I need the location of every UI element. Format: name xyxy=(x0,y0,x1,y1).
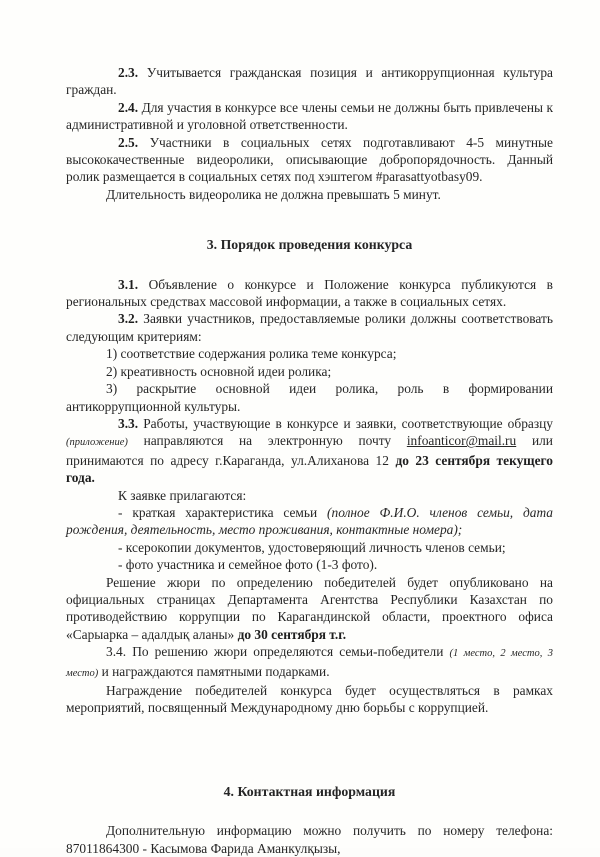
paragraph-number: 2.5. xyxy=(118,134,139,150)
attachment-item: - ксерокопии документов, удостоверяющий личность членов семьи; xyxy=(118,539,506,555)
criteria-item: 3) раскрытие основной идеи ролика, роль в формировании антикоррупционной культуры. xyxy=(66,381,553,414)
paragraph-text: 3.4. По решению жюри определяются семьи-победители xyxy=(106,644,444,660)
paragraph-text: Объявление о конкурсе и Положение конкурса публикуются в региональных средствах массовой информации, а также в социальных сетях. xyxy=(66,276,553,310)
paragraph-3-4 xyxy=(66,643,553,682)
paragraph-award: Награждение победителей конкурса будет осуществляться в рамках мероприятий, посвященный Международному дню борьбы с коррупцией. xyxy=(66,683,553,716)
phone-number: 87011864300 xyxy=(66,840,140,856)
paragraph-2-3 xyxy=(66,64,553,99)
paragraph-3-3 xyxy=(66,415,553,487)
email-link[interactable]: infoanticor@mail.ru xyxy=(406,433,517,449)
paragraph-text: Участники в социальных сетях подготавливают 4-5 минутные высококачественные видеоролики, описывающие добропорядочность. Данный ролик размещается в социальных сетях под хэштегом #parasattyotbasy09. xyxy=(66,134,553,185)
attachment-text: - краткая характеристика семьи xyxy=(118,504,318,520)
paragraph-text: Дополнительную информацию можно получить по номеру телефона: xyxy=(106,823,553,839)
paragraph-text: Учитывается гражданская позиция и антикоррупционная культура граждан. xyxy=(66,65,553,98)
paragraph-3-1 xyxy=(66,276,553,311)
paragraph-number: 3.2. xyxy=(118,311,139,327)
paragraph-contact xyxy=(66,822,553,857)
attachments-intro: К заявке прилагаются: xyxy=(118,487,247,503)
section-3-heading: 3. Порядок проведения конкурса xyxy=(206,237,413,253)
attachment-note: (полное Ф.И.О. членов семьи, дата рождения, деятельность, место проживания, контактные номера); xyxy=(66,504,553,538)
paragraph-text: или принимаются по адресу г.Караганда, ул.Алиханова 12 xyxy=(66,433,553,468)
paragraph-3-2 xyxy=(66,310,553,345)
results-deadline: до 30 сентября т.г. xyxy=(237,626,347,642)
attachment-item xyxy=(66,504,553,539)
paragraph-text: Решение жюри по определению победителей будет опубликовано на официальных страницах Департамента Агентства Республики Казахстан по противодействию коррупции по Карагандинской области, проектного офиса «Сарыарка – адалдық аланы» xyxy=(66,574,553,642)
criteria-item: 2) креативность основной идеи ролика; xyxy=(106,363,332,379)
section-4-heading: 4. Контактная информация xyxy=(223,783,396,799)
paragraph-text: Для участия в конкурсе все члены семьи не должны быть привлечены к административной и уголовной ответственности. xyxy=(66,99,553,133)
paragraph-number: 2.4. xyxy=(118,99,139,115)
paragraph-text: направляются на электронную почту xyxy=(143,433,392,449)
paragraph-number: 3.3. xyxy=(118,415,139,431)
document-body xyxy=(66,64,553,857)
criteria-item: 1) соответствие содержания ролика теме конкурса; xyxy=(106,346,397,362)
contact-person: - Касымова Фарида Аманкулқызы, xyxy=(142,840,341,856)
places-note: (1 место, 2 место, 3 место) xyxy=(66,648,553,679)
submission-deadline: до 23 сентября текущего года. xyxy=(66,452,553,486)
paragraph-2-5 xyxy=(66,134,553,186)
paragraph-number: 2.3. xyxy=(118,65,139,80)
paragraph-duration: Длительность видеоролика не должна превышать 5 минут. xyxy=(106,186,441,202)
attachment-item: - фото участника и семейное фото (1-3 фото). xyxy=(118,557,378,573)
paragraph-2-4 xyxy=(66,99,553,134)
appendix-note: (приложение) xyxy=(66,437,128,449)
paragraph-number: 3.1. xyxy=(118,276,139,292)
paragraph-text: и награждаются памятными подарками. xyxy=(101,663,330,679)
paragraph-text: Работы, участвующие в конкурсе и заявки, соответствующие образцу xyxy=(143,415,553,431)
paragraph-text: Заявки участников, предоставляемые ролики должны соответствовать следующим критериям: xyxy=(66,311,553,344)
paragraph-jury-decision xyxy=(66,574,553,644)
